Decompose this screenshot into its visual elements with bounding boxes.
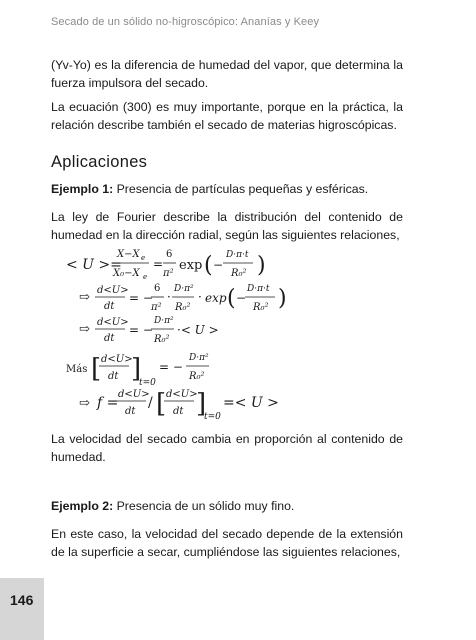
eq2-num: d<U> bbox=[97, 285, 129, 296]
example-1-heading bbox=[51, 180, 403, 198]
eq2-rparen: ) bbox=[278, 286, 287, 311]
eq3-r0: R₀² bbox=[154, 334, 170, 345]
equation-block bbox=[51, 245, 291, 425]
eq2-dpi2: D·π² bbox=[174, 284, 194, 294]
eq4-sub: t=0 bbox=[139, 378, 156, 388]
eq2-pi2: π² bbox=[151, 302, 162, 313]
eq2-exp: exp bbox=[205, 291, 227, 305]
eq5-f: f = bbox=[97, 395, 119, 411]
example-2-intro: En este caso, la velocidad del secado depende de la extensión de la superficie a secar, cumpliéndose las siguientes relaciones, bbox=[51, 527, 403, 559]
page-number: 146 bbox=[10, 592, 34, 608]
eq4-r0: R₀² bbox=[189, 371, 205, 382]
example-1-conclusion: La velocidad del secado cambia en proporción al contenido de humedad. bbox=[51, 432, 403, 464]
eq1-num-sub: e bbox=[141, 254, 146, 262]
eq2-dot2: · bbox=[198, 290, 202, 304]
eq2-eq: = − bbox=[129, 291, 153, 305]
eq3-num: d<U> bbox=[97, 317, 129, 328]
example-1-label: Ejemplo 1: bbox=[51, 182, 114, 196]
eq2-dt: dt bbox=[104, 301, 115, 312]
eq5-dt1: dt bbox=[125, 406, 136, 417]
eq3-dpi2: D·π² bbox=[154, 316, 174, 326]
eq4-num: d<U> bbox=[101, 354, 133, 365]
eq4-rbracket: ] bbox=[131, 354, 142, 384]
paragraph-vapor-difference: (Yv-Yo) es la diferencia de humedad del vapor, que determina la fuerza impulsora del secado. bbox=[51, 58, 403, 90]
example-2-text: Presencia de un sólido muy fino. bbox=[113, 499, 295, 513]
eq1-mean-u: < U >= bbox=[66, 257, 122, 273]
eq5-sub: t=0 bbox=[204, 412, 221, 420]
eq5-num1: d<U> bbox=[118, 389, 150, 400]
eq2-r0b: R₀² bbox=[253, 302, 269, 313]
eq1-six: 6 bbox=[166, 249, 173, 260]
eq4-lbracket: [ bbox=[91, 354, 102, 384]
eq2-r0: R₀² bbox=[175, 302, 191, 313]
example-1-intro: La ley de Fourier describe la distribución del contenido de humedad en la dirección radial, según las siguientes relaciones, bbox=[51, 210, 403, 242]
eq1-pi2: π² bbox=[163, 268, 174, 279]
example-2-heading bbox=[51, 497, 403, 515]
eq3-dt: dt bbox=[104, 333, 115, 344]
section-title: Aplicaciones bbox=[51, 153, 148, 171]
eq2-minus: − bbox=[236, 291, 247, 305]
eq1-eq: = bbox=[153, 257, 164, 271]
eq2-dot1: · bbox=[167, 290, 171, 304]
page-number-tab bbox=[0, 578, 44, 640]
eq5-dt2: dt bbox=[173, 406, 184, 417]
eq1-den: X₀−X bbox=[113, 268, 140, 279]
eq4-mas: Más bbox=[66, 364, 88, 375]
running-head: Secado de un sólido no-higroscópico: Ananías y Keey bbox=[51, 16, 320, 28]
eq1-r0: R₀² bbox=[231, 268, 247, 279]
eq5-rbracket: ] bbox=[196, 389, 207, 419]
eq4-eq: = − bbox=[159, 360, 183, 374]
paragraph-equation-300: La ecuación (300) es muy importante, porque en la práctica, la relación describe también el secado de materias higroscópicas. bbox=[51, 100, 403, 132]
eq2-six: 6 bbox=[154, 283, 161, 294]
eq2-arrow: ⇨ bbox=[79, 290, 90, 305]
eq2-dpit: D·π·t bbox=[247, 284, 270, 294]
eq3-eq: = − bbox=[129, 323, 153, 337]
eq2-lparen: ( bbox=[227, 286, 236, 311]
eq5-slash: / bbox=[148, 395, 153, 411]
eq1-lparen: ( bbox=[204, 253, 213, 278]
eq4-dpi2: D·π² bbox=[189, 353, 209, 363]
eq3-tail: ·< U > bbox=[177, 323, 219, 337]
equation-svg bbox=[51, 245, 291, 420]
eq1-rparen: ) bbox=[257, 253, 266, 278]
eq4-dt: dt bbox=[108, 371, 119, 382]
eq1-den-sub: e bbox=[143, 273, 148, 281]
eq5-arrow: ⇨ bbox=[79, 396, 90, 411]
eq5-num2: d<U> bbox=[166, 389, 198, 400]
example-2-label: Ejemplo 2: bbox=[51, 499, 114, 513]
eq1-dpit: D·π·t bbox=[226, 250, 249, 260]
eq1-exp: exp bbox=[179, 258, 203, 273]
eq3-arrow: ⇨ bbox=[79, 322, 90, 337]
eq1-num: X−X bbox=[117, 249, 140, 260]
eq1-minus: − bbox=[213, 258, 224, 272]
eq5-lbracket: [ bbox=[156, 389, 167, 419]
example-1-text: Presencia de partículas pequeñas y esféricas. bbox=[113, 182, 369, 196]
eq5-tail: =< U > bbox=[223, 395, 279, 411]
